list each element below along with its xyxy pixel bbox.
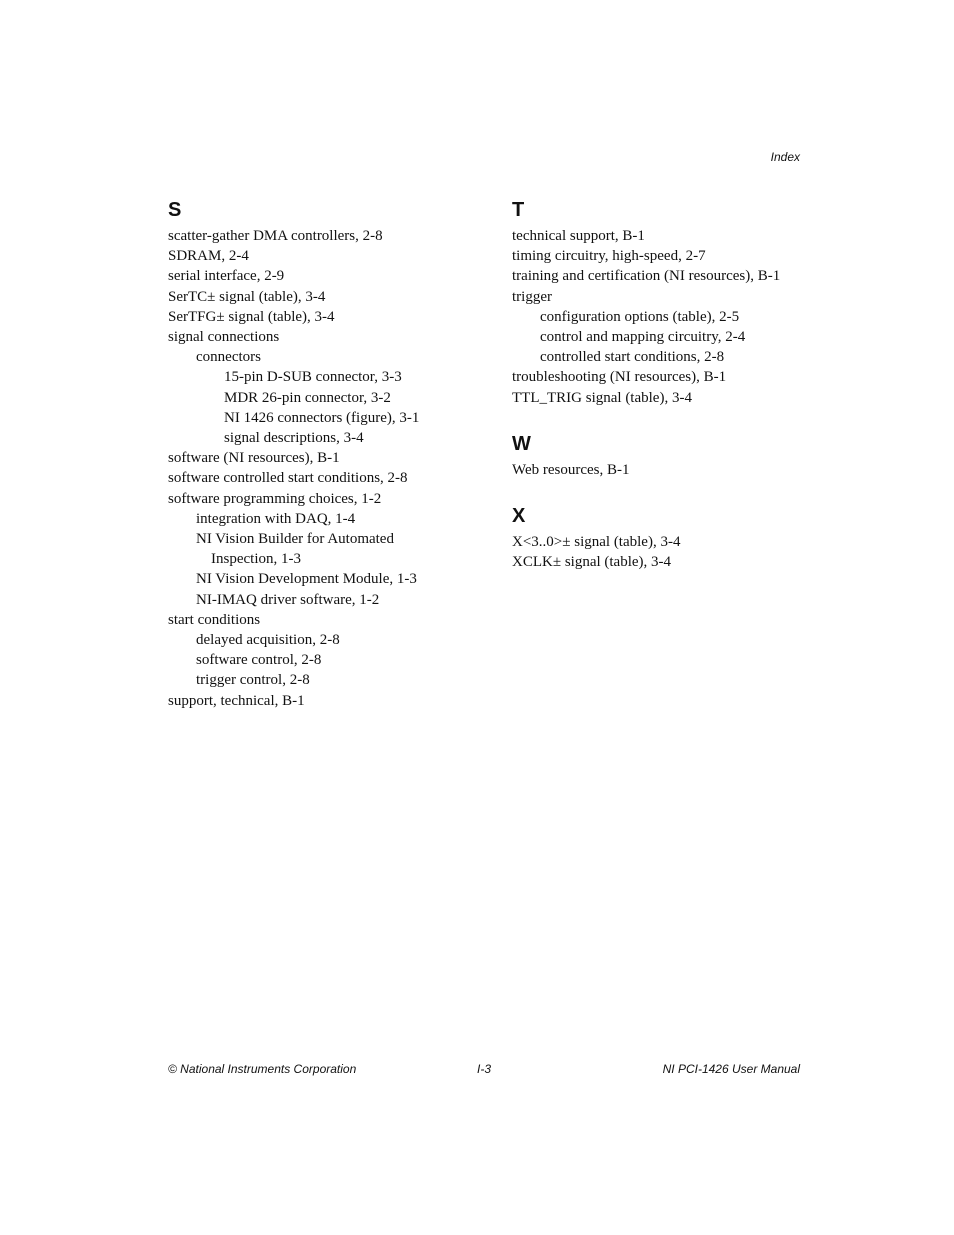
index-entry: support, technical, B-1: [168, 692, 305, 709]
index-entry: trigger: [512, 288, 552, 305]
index-entry: timing circuitry, high-speed, 2-7: [512, 248, 706, 265]
index-section-x: [512, 504, 812, 572]
index-subsubentry: NI 1426 connectors (figure), 3-1: [224, 409, 420, 426]
index-entry: SerTFG± signal (table), 3-4: [168, 308, 335, 325]
index-entry: troubleshooting (NI resources), B-1: [512, 369, 727, 386]
index-section-t: [512, 198, 812, 408]
index-subentry: delayed acquisition, 2-8: [196, 632, 340, 649]
section-letter: S: [168, 199, 182, 221]
index-entry: software controlled start conditions, 2-8: [168, 470, 408, 487]
index-entry: XCLK± signal (table), 3-4: [512, 554, 672, 571]
index-subentry: connectors: [196, 349, 261, 366]
section-letter: X: [512, 505, 526, 528]
index-section-s: [168, 198, 498, 711]
index-entry: training and certification (NI resources), B-1: [512, 268, 781, 285]
index-subentry-line: NI Vision Builder for Automated: [196, 531, 394, 548]
index-entry: technical support, B-1: [512, 228, 645, 244]
index-subentry: trigger control, 2-8: [196, 672, 310, 689]
index-entry: signal connections: [168, 329, 280, 346]
index-subsubentry: 15-pin D-SUB connector, 3-3: [224, 369, 402, 386]
footer-page-number: I-3: [477, 1062, 492, 1076]
index-subentry: integration with DAQ, 1-4: [196, 510, 356, 527]
index-section-w: [512, 432, 812, 480]
footer-copyright: © National Instruments Corporation: [168, 1062, 357, 1076]
section-letter: T: [512, 199, 525, 221]
index-entry: X<3..0>± signal (table), 3-4: [512, 534, 681, 551]
index-column-left: [168, 198, 498, 711]
index-entry: software programming choices, 1-2: [168, 490, 382, 507]
index-entry: software (NI resources), B-1: [168, 450, 340, 467]
footer-manual-title: NI PCI-1426 User Manual: [662, 1062, 800, 1076]
index-subentry: [168, 529, 498, 569]
index-column-right: [512, 198, 812, 572]
section-spacer: [512, 480, 812, 504]
index-entry: SerTC± signal (table), 3-4: [168, 288, 326, 305]
index-entry: start conditions: [168, 611, 261, 628]
index-subentry: software control, 2-8: [196, 652, 322, 669]
index-subentry: configuration options (table), 2-5: [540, 308, 740, 325]
index-entry: scatter-gather DMA controllers, 2-8: [168, 228, 383, 244]
section-letter: W: [512, 432, 531, 455]
index-subentry-continuation: Inspection, 1-3: [211, 551, 301, 568]
index-subentry: NI Vision Development Module, 1-3: [196, 571, 417, 588]
section-spacer: [512, 408, 812, 432]
index-subentry: controlled start conditions, 2-8: [540, 349, 725, 366]
index-subsubentry: signal descriptions, 3-4: [224, 430, 364, 447]
index-entry: Web resources, B-1: [512, 461, 630, 478]
index-entry: serial interface, 2-9: [168, 268, 285, 285]
index-subsubentry: MDR 26-pin connector, 3-2: [224, 389, 391, 406]
index-entry: SDRAM, 2-4: [168, 248, 249, 265]
index-subentry: NI-IMAQ driver software, 1-2: [196, 591, 380, 608]
index-subentry: control and mapping circuitry, 2-4: [540, 329, 746, 346]
index-entry: TTL_TRIG signal (table), 3-4: [512, 389, 692, 406]
running-head: Index: [770, 150, 800, 164]
